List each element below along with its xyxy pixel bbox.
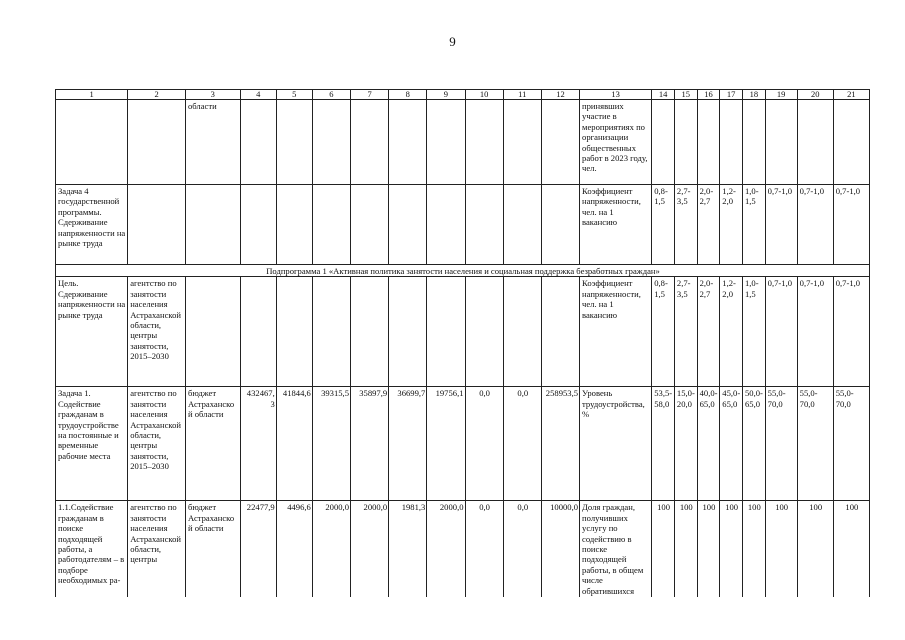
col-header: 2 <box>128 90 186 100</box>
cell-value <box>389 100 427 185</box>
cell-target <box>742 100 765 185</box>
cell-indicator: принявших участие в мероприятиях по организации общественных работ в 2023 году, чел. <box>580 100 652 185</box>
cell-value <box>503 185 541 265</box>
col-header: 13 <box>580 90 652 100</box>
cell-target <box>833 100 869 185</box>
col-header: 16 <box>697 90 720 100</box>
cell-value: 2000,0 <box>312 501 350 597</box>
cell-value <box>276 277 312 387</box>
cell-target: 45,0-65,0 <box>720 387 743 501</box>
cell-target: 0,7-1,0 <box>765 277 797 387</box>
cell-value <box>427 185 465 265</box>
cell-value <box>240 277 276 387</box>
cell-target: 2,7-3,5 <box>674 185 697 265</box>
cell-value <box>465 185 503 265</box>
cell-indicator: Уровень трудоустройства, % <box>580 387 652 501</box>
table-row <box>56 501 870 597</box>
cell-target: 100 <box>720 501 743 597</box>
cell-target: 2,0-2,7 <box>697 185 720 265</box>
col-header: 21 <box>833 90 869 100</box>
cell-value: 41844,6 <box>276 387 312 501</box>
cell-target: 100 <box>833 501 869 597</box>
cell-value: 0,0 <box>465 501 503 597</box>
table-row <box>56 277 870 387</box>
cell-target: 100 <box>742 501 765 597</box>
cell-target: 0,8-1,5 <box>652 277 675 387</box>
cell-target: 40,0-65,0 <box>697 387 720 501</box>
col-header: 12 <box>541 90 579 100</box>
cell-source: бюджет Астраханской области <box>185 387 240 501</box>
cell-value: 39315,5 <box>312 387 350 501</box>
cell-indicator: Доля граждан, получивших услугу по содействию в поиске подходящей работы, в общем числе обратившихся <box>580 501 652 597</box>
page-number: 9 <box>449 34 456 49</box>
cell-target <box>765 100 797 185</box>
cell-target: 55,0-70,0 <box>833 387 869 501</box>
cell-target <box>697 100 720 185</box>
cell-value <box>503 100 541 185</box>
cell-target: 0,7-1,0 <box>797 185 833 265</box>
cell-value <box>427 100 465 185</box>
cell-value: 0,0 <box>503 501 541 597</box>
cell-name <box>56 100 128 185</box>
cell-value <box>427 277 465 387</box>
column-number-row <box>56 90 870 100</box>
cell-target: 1,0-1,5 <box>742 277 765 387</box>
cell-target <box>674 100 697 185</box>
cell-value: 22477,9 <box>240 501 276 597</box>
col-header: 14 <box>652 90 675 100</box>
col-header: 5 <box>276 90 312 100</box>
cell-name: Задача 1. Содействие гражданам в трудоустройстве на постоянные и временные рабочие места <box>56 387 128 501</box>
cell-value <box>465 100 503 185</box>
cell-target <box>720 100 743 185</box>
col-header: 3 <box>185 90 240 100</box>
cell-target: 0,8-1,5 <box>652 185 675 265</box>
cell-value: 0,0 <box>503 387 541 501</box>
subprogram-title: Подпрограмма 1 «Активная политика занятости населения и социальная поддержка безработных граждан» <box>56 265 870 277</box>
cell-target: 55,0-70,0 <box>765 387 797 501</box>
cell-value <box>389 277 427 387</box>
cell-executor: агентство по занятости населения Астраханской области, центры занятости, 2015–2030 <box>128 277 186 387</box>
cell-value: 10000,0 <box>541 501 579 597</box>
cell-target: 1,2-2,0 <box>720 185 743 265</box>
cell-value <box>312 100 350 185</box>
col-header: 1 <box>56 90 128 100</box>
cell-target: 100 <box>652 501 675 597</box>
program-table <box>55 89 870 597</box>
cell-target: 2,7-3,5 <box>674 277 697 387</box>
col-header: 4 <box>240 90 276 100</box>
cell-target: 2,0-2,7 <box>697 277 720 387</box>
col-header: 20 <box>797 90 833 100</box>
col-header: 10 <box>465 90 503 100</box>
col-header: 6 <box>312 90 350 100</box>
cell-value: 4496,6 <box>276 501 312 597</box>
cell-target <box>652 100 675 185</box>
table-row <box>56 100 870 185</box>
cell-value: 2000,0 <box>351 501 389 597</box>
cell-source: бюджет Астраханской области <box>185 501 240 597</box>
col-header: 18 <box>742 90 765 100</box>
cell-indicator: Коэффициент напряженности, чел. на 1 вакансию <box>580 277 652 387</box>
cell-target <box>797 100 833 185</box>
cell-target: 1,2-2,0 <box>720 277 743 387</box>
col-header: 11 <box>503 90 541 100</box>
cell-value <box>240 100 276 185</box>
cell-target: 15,0-20,0 <box>674 387 697 501</box>
cell-value: 35897,9 <box>351 387 389 501</box>
cell-value <box>465 277 503 387</box>
subprogram-row <box>56 265 870 277</box>
cell-target: 0,7-1,0 <box>765 185 797 265</box>
cell-value <box>312 277 350 387</box>
col-header: 8 <box>389 90 427 100</box>
col-header: 7 <box>351 90 389 100</box>
cell-value: 19756,1 <box>427 387 465 501</box>
cell-value <box>351 185 389 265</box>
cell-value <box>541 277 579 387</box>
cell-name: Задача 4 государственной программы. Сдерживание напряженности на рынке труда <box>56 185 128 265</box>
col-header: 9 <box>427 90 465 100</box>
cell-target: 1,0-1,5 <box>742 185 765 265</box>
cell-value <box>503 277 541 387</box>
cell-target: 55,0-70,0 <box>797 387 833 501</box>
cell-name: Цель. Сдерживание напряженности на рынке труда <box>56 277 128 387</box>
cell-value: 36699,7 <box>389 387 427 501</box>
cell-value: 1981,3 <box>389 501 427 597</box>
cell-value: 258953,5 <box>541 387 579 501</box>
cell-executor <box>128 185 186 265</box>
cell-value <box>351 100 389 185</box>
cell-value: 0,0 <box>465 387 503 501</box>
cell-indicator: Коэффициент напряженности, чел. на 1 вакансию <box>580 185 652 265</box>
cell-target: 100 <box>797 501 833 597</box>
cell-value <box>351 277 389 387</box>
cell-target: 53,5-58,0 <box>652 387 675 501</box>
cell-value <box>276 185 312 265</box>
cell-target: 0,7-1,0 <box>797 277 833 387</box>
table-row <box>56 185 870 265</box>
cell-value <box>240 185 276 265</box>
cell-source: области <box>185 100 240 185</box>
cell-target: 100 <box>697 501 720 597</box>
table-row <box>56 387 870 501</box>
cell-target: 50,0-65,0 <box>742 387 765 501</box>
cell-value: 432467,3 <box>240 387 276 501</box>
cell-executor: агентство по занятости населения Астраханской области, центры <box>128 501 186 597</box>
col-header: 17 <box>720 90 743 100</box>
cell-source <box>185 277 240 387</box>
cell-name: 1.1.Содействие гражданам в поиске подходящей работы, а работодателям – в подборе необходимых ра- <box>56 501 128 597</box>
cell-value <box>541 185 579 265</box>
cell-source <box>185 185 240 265</box>
cell-value <box>541 100 579 185</box>
cell-target: 0,7-1,0 <box>833 277 869 387</box>
cell-value <box>389 185 427 265</box>
cell-target: 100 <box>674 501 697 597</box>
cell-target: 0,7-1,0 <box>833 185 869 265</box>
cell-executor <box>128 100 186 185</box>
cell-value <box>276 100 312 185</box>
col-header: 19 <box>765 90 797 100</box>
col-header: 15 <box>674 90 697 100</box>
cell-value <box>312 185 350 265</box>
cell-value: 2000,0 <box>427 501 465 597</box>
cell-target: 100 <box>765 501 797 597</box>
cell-executor: агентство по занятости населения Астраханской области, центры занятости, 2015–2030 <box>128 387 186 501</box>
